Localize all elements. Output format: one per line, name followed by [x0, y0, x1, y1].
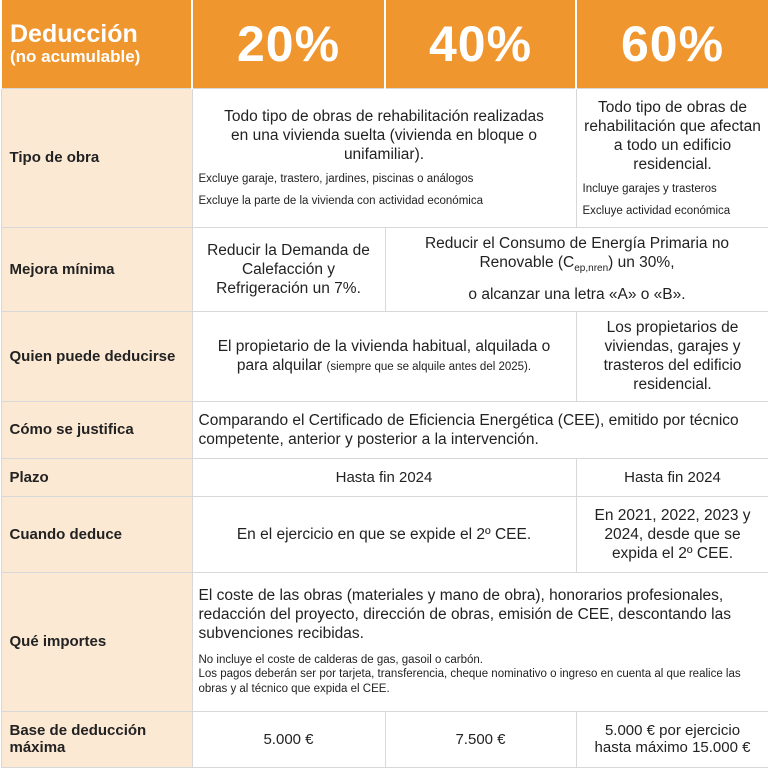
header-label-cell — [1, 0, 192, 88]
row-label: Mejora mínima — [1, 227, 192, 311]
cell-tipo-20-40 — [192, 88, 576, 227]
row-label: Qué importes — [1, 572, 192, 711]
header-subtitle: (no acumulable) — [10, 47, 141, 67]
cell-cuando-20-40: En el ejercicio en que se expide el 2º CEE. — [192, 496, 576, 572]
cell-text: El propietario de la vivienda habitual, alquilada o para alquilar — [217, 338, 551, 374]
cell-base-20: 5.000 € — [192, 711, 385, 767]
cell-text: o alcanzar una letra «A» o «B». — [468, 285, 686, 303]
header-row — [1, 0, 768, 88]
cell-text: 5.000 € por ejercicio — [604, 722, 741, 739]
cell-text: Todo tipo de obras de rehabilitación realizadas en una vivienda suelta (vivienda en bloque o unifamiliar). — [224, 108, 544, 163]
row-tipo-obra — [1, 88, 768, 227]
row-cuando — [1, 496, 768, 572]
row-label: Cuando deduce — [1, 496, 192, 572]
cell-base-40: 7.500 € — [385, 711, 576, 767]
row-como — [1, 401, 768, 458]
row-label: Tipo de obra — [1, 88, 192, 227]
row-importes — [1, 572, 768, 711]
cell-text: Reducir el Consumo de Energía Primaria no Renovable (C — [424, 235, 730, 272]
cell-text: El coste de las obras (materiales y mano de obra), honorarios profesionales, redacción del proyecto, dirección de obras, emisión de CEE, descontando las subvenciones recibidas. — [198, 587, 731, 642]
cell-note: Excluye actividad económica — [582, 204, 731, 217]
row-quien — [1, 311, 768, 401]
header-title: Deducción — [10, 20, 138, 49]
cell-como: Comparando el Certificado de Eficiencia Energética (CEE), emitido por técnico competente, anterior y posterior a la intervención. — [192, 401, 768, 458]
cell-note: No incluye el coste de calderas de gas, gasoil o carbón. — [198, 654, 483, 666]
cell-plazo-20-40: Hasta fin 2024 — [192, 458, 576, 496]
cell-tipo-60 — [576, 88, 768, 227]
cell-note: Incluye garajes y trasteros — [582, 182, 717, 195]
row-mejora — [1, 227, 768, 311]
header-pct-40: 40% — [385, 0, 576, 88]
row-label: Base de deducción máxima — [1, 711, 192, 767]
row-label: Plazo — [1, 458, 192, 496]
cell-mejora-20: Reducir la Demanda de Calefacción y Refrigeración un 7%. — [192, 227, 385, 311]
header-pct-20: 20% — [192, 0, 385, 88]
cell-cuando-60: En 2021, 2022, 2023 y 2024, desde que se expida el 2º CEE. — [576, 496, 768, 572]
cell-text: Todo tipo de obras de rehabilitación que afectan a todo un edificio residencial. — [584, 98, 761, 173]
cell-text: ) un 30%, — [608, 254, 675, 272]
row-plazo — [1, 458, 768, 496]
cell-note: Los pagos deberán ser por tarjeta, transferencia, cheque nominativo o ingreso en cuenta al que realice las obras y al técnico que expida el CEE. — [198, 668, 741, 695]
row-label: Quien puede deducirse — [1, 311, 192, 401]
cell-quien-20-40 — [192, 311, 576, 401]
cell-quien-60: Los propietarios de viviendas, garajes y trasteros del edificio residencial. — [576, 311, 768, 401]
cell-text: hasta máximo 15.000 € — [594, 739, 751, 756]
header-pct-60: 60% — [576, 0, 768, 88]
cell-importes — [192, 572, 768, 711]
row-base — [1, 711, 768, 767]
cell-mejora-40-60 — [385, 227, 768, 311]
cell-note: Excluye garaje, trastero, jardines, piscinas o análogos — [198, 173, 474, 185]
cell-plazo-60: Hasta fin 2024 — [576, 458, 768, 496]
cell-subscript: ep,nren — [574, 263, 609, 275]
row-label: Cómo se justifica — [1, 401, 192, 458]
cell-base-60 — [576, 711, 768, 767]
cell-small-text: (siempre que se alquile antes del 2025). — [326, 361, 532, 373]
cell-note: Excluye la parte de la vivienda con actividad económica — [198, 195, 483, 207]
